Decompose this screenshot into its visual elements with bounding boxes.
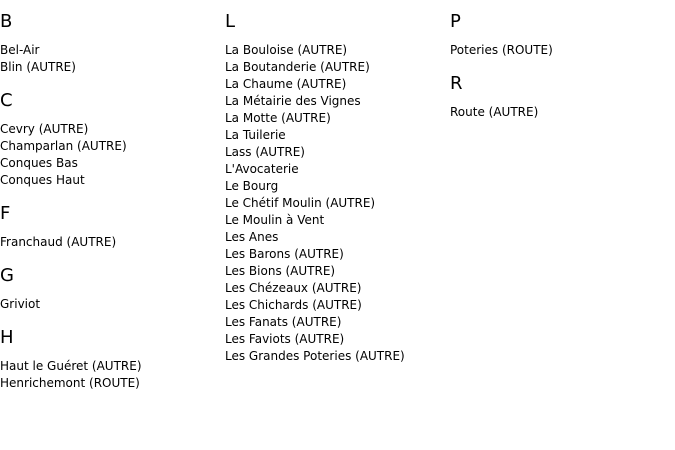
street-list [0,121,220,189]
list-item[interactable] [0,234,220,251]
list-item[interactable] [225,331,445,348]
street-name[interactable]: Blin (AUTRE) [0,60,76,74]
list-item[interactable] [225,263,445,280]
street-name[interactable]: La Bouloise (AUTRE) [225,43,348,57]
group-c [0,90,220,189]
street-name[interactable]: La Tuilerie [225,128,286,142]
street-name[interactable]: Le Chétif Moulin (AUTRE) [225,196,376,210]
list-item[interactable] [450,104,670,121]
list-item[interactable] [0,42,220,59]
street-name[interactable]: Les Fanats (AUTRE) [225,315,342,329]
street-list [0,42,220,76]
street-list [450,104,670,121]
street-list [0,358,220,392]
list-item[interactable] [225,297,445,314]
street-name[interactable]: Les Chézeaux (AUTRE) [225,281,362,295]
list-item[interactable] [225,76,445,93]
street-name[interactable]: Conques Bas [0,156,78,170]
list-item[interactable] [0,296,220,313]
list-item[interactable] [450,42,670,59]
letter-heading: B [0,11,13,32]
street-name[interactable]: Haut le Guéret (AUTRE) [0,359,142,373]
group-p [450,11,670,59]
street-name[interactable]: Le Bourg [225,179,279,193]
street-name[interactable]: La Motte (AUTRE) [225,111,331,125]
group-g [0,265,220,313]
group-f [0,203,220,251]
letter-heading: F [0,203,11,224]
street-name[interactable]: Cevry (AUTRE) [0,122,89,136]
list-item[interactable] [0,59,220,76]
street-name[interactable]: L'Avocaterie [225,162,299,176]
group-h [0,327,220,392]
street-name[interactable]: Les Bions (AUTRE) [225,264,336,278]
list-item[interactable] [225,178,445,195]
street-name[interactable]: La Boutanderie (AUTRE) [225,60,370,74]
list-item[interactable] [225,246,445,263]
street-name[interactable]: Champarlan (AUTRE) [0,139,127,153]
street-name[interactable]: Les Chichards (AUTRE) [225,298,362,312]
list-item[interactable] [0,121,220,138]
group-r [450,73,670,121]
letter-heading: P [450,11,461,32]
list-item[interactable] [0,172,220,189]
street-name[interactable]: Henrichemont (ROUTE) [0,376,140,390]
list-item[interactable] [225,110,445,127]
list-item[interactable] [225,127,445,144]
letter-heading: H [0,327,14,348]
list-item[interactable] [225,212,445,229]
list-item[interactable] [0,155,220,172]
list-item[interactable] [225,195,445,212]
letter-heading: G [0,265,14,286]
column-3 [450,0,670,135]
letter-heading: C [0,90,13,111]
list-item[interactable] [225,229,445,246]
list-item[interactable] [0,358,220,375]
list-item[interactable] [225,93,445,110]
column-2 [225,0,445,379]
list-item[interactable] [225,42,445,59]
street-name[interactable]: Les Faviots (AUTRE) [225,332,345,346]
street-name[interactable]: Les Barons (AUTRE) [225,247,344,261]
street-name[interactable]: Poteries (ROUTE) [450,43,553,57]
letter-heading: R [450,73,463,94]
list-item[interactable] [225,314,445,331]
street-list [225,42,445,365]
street-name[interactable]: Lass (AUTRE) [225,145,305,159]
street-list [450,42,670,59]
list-item[interactable] [225,144,445,161]
group-b [0,11,220,76]
street-name[interactable]: La Métairie des Vignes [225,94,361,108]
column-1 [0,0,220,406]
list-item[interactable] [225,161,445,178]
list-item[interactable] [0,138,220,155]
street-name[interactable]: La Chaume (AUTRE) [225,77,347,91]
street-name[interactable]: Franchaud (AUTRE) [0,235,117,249]
street-name[interactable]: Les Anes [225,230,279,244]
list-item[interactable] [225,59,445,76]
street-list [0,296,220,313]
group-l [225,11,445,365]
street-name[interactable]: Le Moulin à Vent [225,213,325,227]
letter-heading: L [225,11,236,32]
street-name[interactable]: Route (AUTRE) [450,105,539,119]
street-name[interactable]: Bel-Air [0,43,40,57]
street-name[interactable]: Griviot [0,297,41,311]
street-name[interactable]: Les Grandes Poteries (AUTRE) [225,349,405,363]
list-item[interactable] [225,280,445,297]
list-item[interactable] [0,375,220,392]
street-name[interactable]: Conques Haut [0,173,85,187]
street-list [0,234,220,251]
list-item[interactable] [225,348,445,365]
